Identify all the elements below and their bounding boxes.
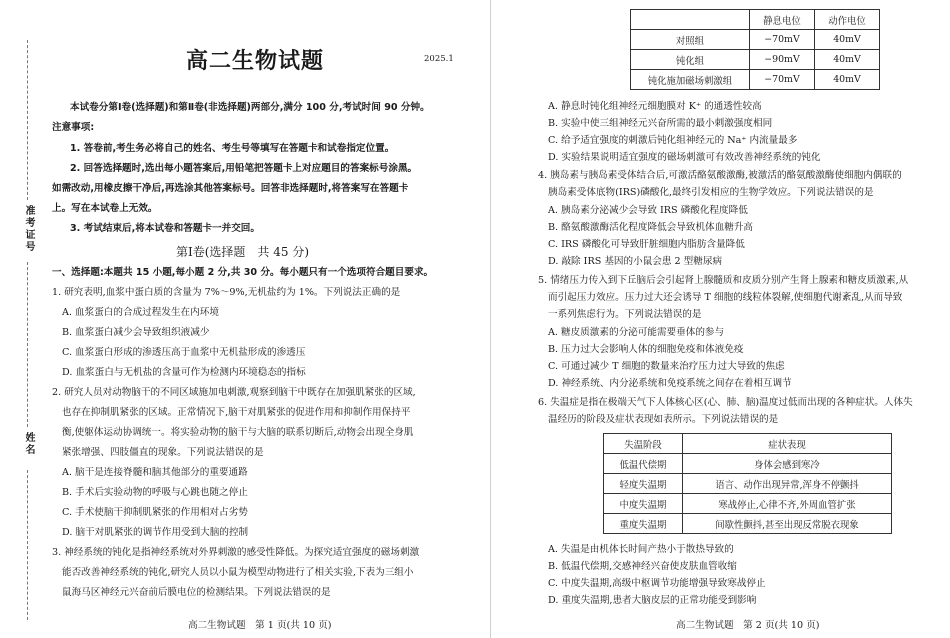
intro-line-6: 上。写在本试卷上无效。 xyxy=(52,203,158,214)
intro-line-7: 3. 考试结束后,将本试卷和答题卡一并交回。 xyxy=(70,223,260,234)
q4-stem-line-2: 胰岛素受体底物(IRS)磷酸化,最终引发相应的生物学效应。下列说法错误的是 xyxy=(548,187,874,198)
q4-stem-line-1: 4. 胰岛素与胰岛素受体结合后,可激活酪氨酸激酶,被激活的酪氨酸激酶使细胞内偶联的 xyxy=(538,170,902,181)
q1-stem: 1. 研究表明,血浆中蛋白质的含量为 7%～9%,无机盐约为 1%。下列说法正确的是 xyxy=(52,287,401,298)
q3-stem-line-1: 3. 神经系统的钝化是指神经系统对外界刺激的感受性降低。为探究适宜强度的磁场刺激 xyxy=(52,547,420,558)
table-cell: 对照组 xyxy=(631,30,750,50)
table-row xyxy=(631,30,880,50)
hypothermia-stage-table xyxy=(603,433,892,534)
table-cell: 40mV xyxy=(815,50,880,70)
table-cell: 40mV xyxy=(815,70,880,90)
q3-stem-line-3: 鼠海马区神经元兴奋前后膜电位的检测结果。下列说法错误的是 xyxy=(62,587,331,598)
q6-option-b: B. 低温代偿期,交感神经兴奋使皮肤血管收缩 xyxy=(548,561,737,572)
q4-option-d: D. 敲除 IRS 基因的小鼠会患 2 型糖尿病 xyxy=(548,256,723,267)
q5-stem-line-2: 而引起压力效应。压力过大还会诱导 T 细胞的线粒体裂解,使细胞代谢紊乱,从而导致 xyxy=(548,292,903,303)
page-divider xyxy=(490,0,491,638)
q3-option-c: C. 给予适宜强度的刺激后钝化组神经元的 Na⁺ 内流量最多 xyxy=(548,135,798,146)
q6-stem-line-1: 6. 失温症是指在极端天气下人体核心区(心、肺、脑)温度过低而出现的各种症状。人体失 xyxy=(538,397,913,408)
q1-option-a: A. 血浆蛋白的合成过程发生在内环境 xyxy=(62,307,219,318)
table-header-row xyxy=(604,434,892,454)
exam-title: 高二生物试题 xyxy=(186,49,325,74)
intro-notes-heading: 注意事项: xyxy=(52,122,95,133)
table-cell: 重度失温期 xyxy=(604,514,683,534)
table-header-cell: 静息电位 xyxy=(750,10,815,30)
q5-option-d: D. 神经系统、内分泌系统和免疫系统之间存在着相互调节 xyxy=(548,378,792,389)
q2-stem-line-2: 也存在抑制肌紧张的区域。正常情况下,脑干对肌紧张的促进作用和抑制作用保持平 xyxy=(62,407,411,418)
q5-option-a: A. 糖皮质激素的分泌可能需要垂体的参与 xyxy=(548,327,725,338)
table-row xyxy=(604,514,892,534)
table-cell: 轻度失温期 xyxy=(604,474,683,494)
table-cell: 40mV xyxy=(815,30,880,50)
table-cell: −70mV xyxy=(750,30,815,50)
table-cell: 间歇性颤抖,甚至出现反常脱衣现象 xyxy=(683,514,892,534)
q4-option-c: C. IRS 磷酸化可导致肝脏细胞内脂肪含量降低 xyxy=(548,239,745,250)
q2-option-b: B. 手术后实验动物的呼吸与心跳也随之停止 xyxy=(62,487,248,498)
section-intro: 一、选择题:本题共 15 小题,每小题 2 分,共 30 分。每小题只有一个选项符合题目要求。 xyxy=(52,267,434,278)
footer-page-1: 高二生物试题 第 1 页(共 10 页) xyxy=(188,620,332,631)
q6-option-a: A. 失温是由机体长时间产热小于散热导致的 xyxy=(548,544,734,555)
intro-line-4: 2. 回答选择题时,选出每小题答案后,用铅笔把答题卡上对应题目的答案标号涂黑。 xyxy=(70,163,418,174)
intro-line-3: 1. 答卷前,考生务必将自己的姓名、考生号等填写在答题卡和试卷指定位置。 xyxy=(70,143,395,154)
q2-stem-line-4: 紧张增强、四肢僵直的现象。下列说法错误的是 xyxy=(62,447,264,458)
exam-number-label: 准考证号 xyxy=(23,205,34,253)
membrane-potential-table xyxy=(630,9,880,90)
table-header-cell xyxy=(631,10,750,30)
table-header-cell: 症状表现 xyxy=(683,434,892,454)
q2-option-d: D. 脑干对肌紧张的调节作用受到大脑的控制 xyxy=(62,527,249,538)
table-cell: 身体会感到寒冷 xyxy=(683,454,892,474)
q1-option-d: D. 血浆蛋白与无机盐的含量可作为检测内环境稳态的指标 xyxy=(62,367,306,378)
table-cell: 钝化施加磁场刺激组 xyxy=(631,70,750,90)
q3-option-d: D. 实验结果说明适宜强度的磁场刺激可有效改善神经系统的钝化 xyxy=(548,152,821,163)
q2-option-a: A. 脑干是连接脊髓和脑其他部分的重要通路 xyxy=(62,467,248,478)
table-cell: 低温代偿期 xyxy=(604,454,683,474)
q6-option-d: D. 重度失温期,患者大脑皮层的正常功能受到影响 xyxy=(548,595,757,606)
table-header-row xyxy=(631,10,880,30)
table-header-cell: 动作电位 xyxy=(815,10,880,30)
table-row xyxy=(631,70,880,90)
q2-stem-line-1: 2. 研究人员对动物脑干的不同区域施加电刺激,观察到脑干中既存在加强肌紧张的区域, xyxy=(52,387,416,398)
binding-line-bottom xyxy=(27,470,28,620)
binding-line-middle xyxy=(27,262,28,427)
table-cell: −90mV xyxy=(750,50,815,70)
table-row xyxy=(604,494,892,514)
q1-option-c: C. 血浆蛋白形成的渗透压高于血浆中无机盐形成的渗透压 xyxy=(62,347,306,358)
table-cell: 中度失温期 xyxy=(604,494,683,514)
q6-stem-line-2: 温经历的阶段及症状表现如表所示。下列说法错误的是 xyxy=(548,414,779,425)
table-row xyxy=(604,474,892,494)
table-row xyxy=(604,454,892,474)
q2-stem-line-3: 衡,使躯体运动协调统一。将实验动物的脑干与大脑的联系切断后,动物会出现全身肌 xyxy=(62,427,414,438)
q4-option-a: A. 胰岛素分泌减少会导致 IRS 磷酸化程度降低 xyxy=(548,205,748,216)
exam-date: 2025.1 xyxy=(424,54,454,64)
section-title: 第Ⅰ卷(选择题 共 45 分) xyxy=(176,245,310,259)
q5-option-c: C. 可通过减少 T 细胞的数量来治疗压力过大导致的焦虑 xyxy=(548,361,785,372)
binding-line-top xyxy=(27,40,28,200)
table-cell: 钝化组 xyxy=(631,50,750,70)
q3-stem-line-2: 能否改善神经系统的钝化,研究人员以小鼠为模型动物进行了相关实验,下表为三组小 xyxy=(62,567,414,578)
intro-line-5: 如需改动,用橡皮擦干净后,再选涂其他答案标号。回答非选择题时,将答案写在答题卡 xyxy=(52,183,409,194)
q3-option-b: B. 实验中使三组神经元兴奋所需的最小刺激强度相同 xyxy=(548,118,773,129)
footer-page-2: 高二生物试题 第 2 页(共 10 页) xyxy=(676,620,820,631)
intro-line-1: 本试卷分第Ⅰ卷(选择题)和第Ⅱ卷(非选择题)两部分,满分 100 分,考试时间 90 分钟。 xyxy=(70,102,430,113)
table-cell: −70mV xyxy=(750,70,815,90)
table-header-cell: 失温阶段 xyxy=(604,434,683,454)
q2-option-c: C. 手术使脑干抑制肌紧张的作用相对占劣势 xyxy=(62,507,248,518)
table-row xyxy=(631,50,880,70)
q6-option-c: C. 中度失温期,高级中枢调节功能增强导致寒战停止 xyxy=(548,578,766,589)
q4-option-b: B. 酪氨酸激酶活化程度降低会导致机体血糖升高 xyxy=(548,222,754,233)
table-cell: 寒战停止,心律不齐,外周血管扩张 xyxy=(683,494,892,514)
name-label: 姓名 xyxy=(23,432,34,456)
q5-stem-line-3: 一系列焦虑行为。下列说法错误的是 xyxy=(548,309,702,320)
q5-option-b: B. 压力过大会影响人体的细胞免疫和体液免疫 xyxy=(548,344,744,355)
q1-option-b: B. 血浆蛋白减少会导致组织液减少 xyxy=(62,327,210,338)
table-cell: 语言、动作出现异常,浑身不停颤抖 xyxy=(683,474,892,494)
q5-stem-line-1: 5. 情绪压力传入到下丘脑后会引起肾上腺髓质和皮质分别产生肾上腺素和糖皮质激素,从 xyxy=(538,275,909,286)
q3-option-a: A. 静息时钝化组神经元细胞膜对 K⁺ 的通透性较高 xyxy=(548,101,762,112)
